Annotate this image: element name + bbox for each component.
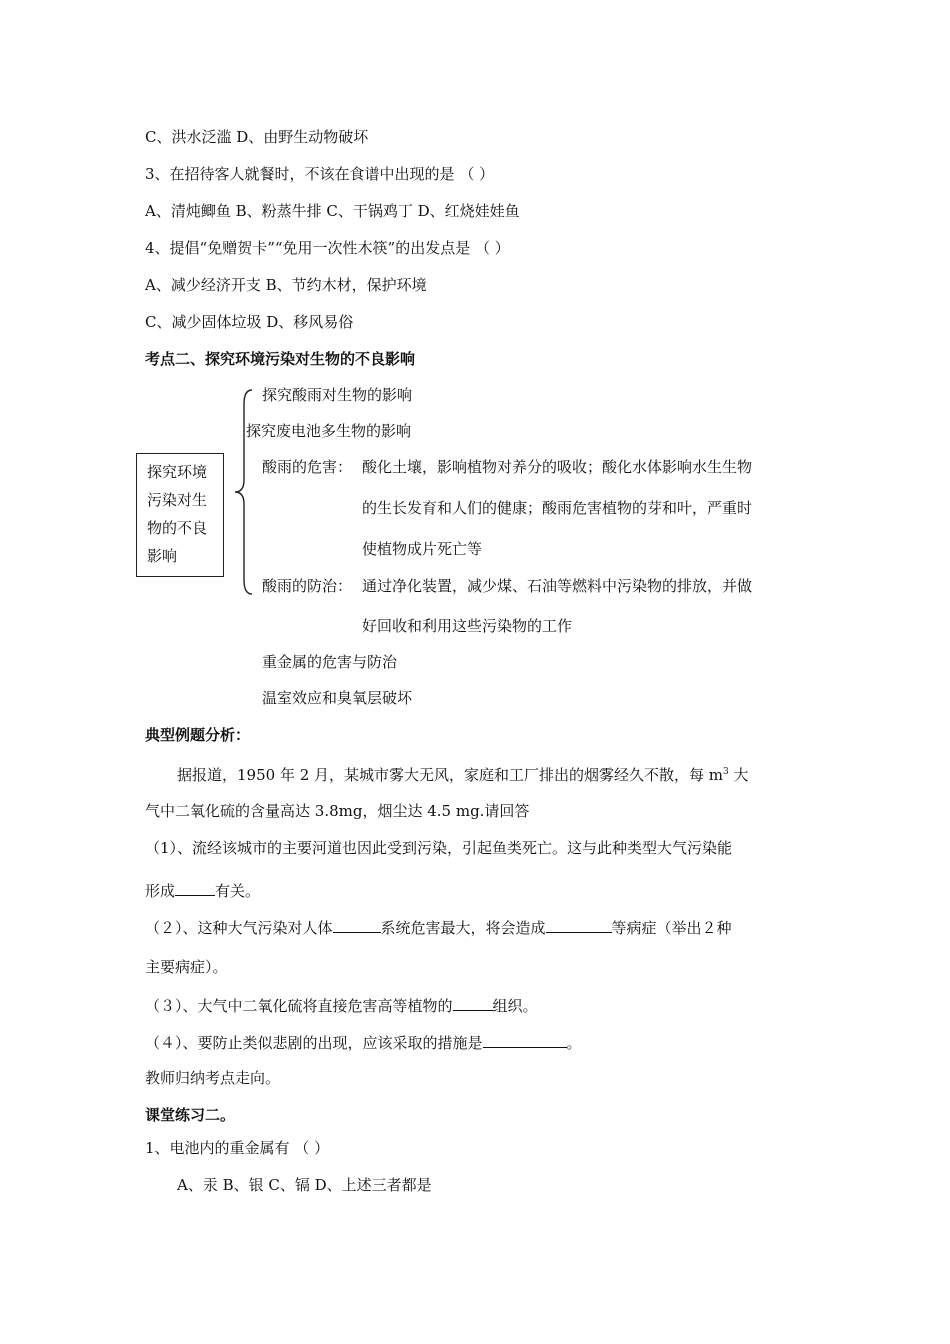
acid-harm-label: 酸雨的危害： — [262, 458, 353, 476]
answer-blank — [483, 1031, 567, 1048]
question-3-options: A、清炖鲫鱼 B、粉蒸牛排 C、干锅鸡丁 D、红烧娃娃鱼 — [145, 202, 520, 220]
practice-q1-options: A、汞 B、银 C、镉 D、上述三者都是 — [177, 1176, 432, 1194]
acid-harm-text: 酸化土壤，影响植物对养分的吸收；酸化水体影响水生生物 — [362, 458, 753, 476]
question-2-options-cd: C、洪水泛滥 D、由野生动物破坏 — [145, 128, 369, 146]
acid-prevent-text: 通过净化装置，减少煤、石油等燃料中污染物的排放，并做 — [362, 577, 753, 595]
example-heading: 典型例题分析： — [145, 726, 251, 744]
answer-blank — [175, 879, 215, 896]
question-3: 3、在招待客人就餐时，不该在食谱中出现的是 （ ） — [145, 165, 495, 183]
answer-blank — [453, 994, 493, 1011]
acid-harm-text: 的生长发育和人们的健康；酸雨危害植物的芽和叶，严重时 — [362, 499, 753, 517]
example-q4 — [145, 1031, 582, 1053]
example-text: （４）、要防止类似悲剧的出现，应该采取的措施是 — [145, 1034, 483, 1052]
answer-blank — [333, 916, 381, 933]
topic-box-line: 污染对生 — [147, 491, 208, 509]
example-text: 大 — [728, 766, 749, 784]
heavy-metal-item: 重金属的危害与防治 — [262, 653, 398, 671]
acid-prevent-label: 酸雨的防治： — [262, 577, 353, 595]
topic-box-line: 影响 — [147, 547, 178, 565]
acid-prevent-text: 好回收和利用这些污染物的工作 — [362, 617, 573, 635]
superscript: 3 — [723, 767, 729, 777]
example-paragraph-cont: 气中二氧化硫的含量高达 3.8mg，烟尘达 4.5 mg.请回答 — [145, 802, 530, 820]
question-4: 4、提倡“免赠贺卡”“免用一次性木筷”的出发点是 （ ） — [145, 239, 510, 257]
example-text: 有关。 — [215, 882, 261, 900]
greenhouse-item: 温室效应和臭氧层破坏 — [262, 689, 413, 707]
acid-rain-effect-item: 探究酸雨对生物的影响 — [262, 386, 413, 404]
question-4-options-cd: C、减少固体垃圾 D、移风易俗 — [145, 313, 354, 331]
example-text: （３）、大气中二氧化硫将直接危害高等植物的 — [145, 997, 453, 1015]
example-q2-cont: 主要病症）。 — [145, 958, 228, 976]
topic-box-line: 物的不良 — [147, 519, 208, 537]
example-text: 据报道，1950 年 2 月，某城市雾大无风，家庭和工厂排出的烟雾经久不散，每 m — [177, 766, 724, 784]
example-text: 组织。 — [492, 997, 538, 1015]
example-text: 系统危害最大，将会造成 — [380, 919, 546, 937]
acid-harm-text: 使植物成片死亡等 — [362, 540, 483, 558]
practice-q1: 1、电池内的重金属有 （ ） — [145, 1139, 330, 1157]
topic-box-line: 探究环境 — [147, 463, 208, 481]
example-text: （２）、这种大气污染对人体 — [145, 919, 333, 937]
teacher-summary: 教师归纳考点走向。 — [145, 1069, 281, 1087]
example-q1-cont — [145, 879, 260, 901]
example-text: 。 — [566, 1034, 582, 1052]
battery-effect-item: 探究废电池多生物的影响 — [246, 422, 412, 440]
example-paragraph — [177, 762, 749, 785]
example-text: 形成 — [145, 882, 176, 900]
question-4-options-ab: A、减少经济开支 B、节约木材，保护环境 — [145, 276, 427, 294]
example-q2 — [145, 916, 732, 938]
practice-heading: 课堂练习二。 — [145, 1106, 236, 1124]
topic-box — [136, 453, 224, 577]
example-q1: （1）、流经该城市的主要河道也因此受到污染，引起鱼类死亡。这与此种类型大气污染能 — [145, 839, 733, 857]
example-q3 — [145, 994, 538, 1016]
answer-blank — [546, 916, 612, 933]
example-text: 等病症（举出２种 — [611, 919, 732, 937]
curly-brace — [232, 388, 254, 596]
section-2-heading: 考点二、探究环境污染对生物的不良影响 — [145, 350, 416, 368]
